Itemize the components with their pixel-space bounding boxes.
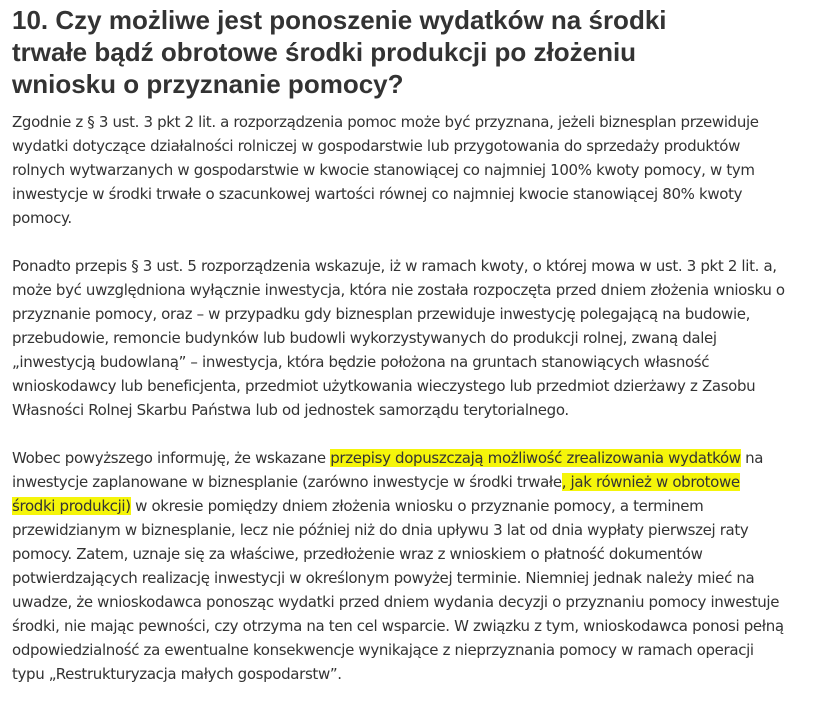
paragraph-3-text-start: Wobec powyższego informuję, że wskazane [12,449,331,467]
faq-article [12,4,812,710]
question-heading: 10. Czy możliwe jest ponoszenie wydatków na środki trwałe bądź obrotowe środki produkcji po złożeniu wniosku o przyznanie pomocy? [12,5,667,99]
answer-paragraph-2: Ponadto przepis § 3 ust. 5 rozporządzenia wskazuje, iż w ramach kwoty, o której mowa w ust. 3 pkt 2 lit. a, może być uwzględniona wyłącznie inwestycja, która nie została rozpoczęta przed dniem złożenia wniosku o przyznanie pomocy, oraz – w przypadku gdy biznesplan przewiduje inwestycję polegającą na budowie, przebudowie, remoncie budynków lub budowli wykorzystywanych do produkcji rolnej, zwaną dalej „inwestycją budowlaną” – inwestycja, która będzie położona na gruntach stanowiących własność wnioskodawcy lub beneficjenta, przedmiot użytkowania wieczystego lub przedmiot dzierżawy z Zasobu Własności Rolnej Skarbu Państwa lub od jednostek samorządu terytorialnego. [12,257,785,419]
answer-paragraph-1: Zgodnie z § 3 ust. 3 pkt 2 lit. a rozporządzenia pomoc może być przyznana, jeżeli biznesplan przewiduje wydatki dotyczące działalności rolniczej w gospodarstwie lub przygotowania do sprzedaży produktów rolnych wytwarzanych w gospodarstwie w kwocie stanowiącej co najmniej 100% kwoty pomocy, w tym inwestycje w środki trwałe o szacunkowej wartości równej co najmniej kwocie stanowiącej 80% kwoty pomocy. [12,113,759,227]
answer-paragraph-3 [12,446,787,686]
highlighted-text-2: , jak również w obrotowe środki produkcji) [12,473,740,515]
highlighted-text-1: przepisy dopuszczają możliwość zrealizowania wydatków [330,449,741,467]
paragraph-3-text-end: w okresie pomiędzy dniem złożenia wniosku o przyznanie pomocy, a terminem przewidzianym w biznesplanie, lecz nie później niż do dnia upływu 3 lat od dnia wypłaty pierwszej raty pomocy. Zatem, uznaje się za właściwe, przedłożenie wraz z wnioskiem o płatność dokumentów potwierdzających realizację inwestycji w określonym powyżej terminie. Niemniej jednak należy mieć na uwadze, że wnioskodawca ponosząc wydatki przed dniem wydania decyzji o przyznaniu pomocy inwestuje środki, nie mając pewności, czy otrzyma na ten cel wsparcie. W związku z tym, wnioskodawca ponosi pełną odpowiedzialność za ewentualne konsekwencje wynikające z nieprzyznania pomocy w ramach operacji typu „Restrukturyzacja małych gospodarstw”. [12,497,784,683]
paragraph-3-text-middle: na inwestycje zaplanowane w biznesplanie (zarówno inwestycje w środki trwałe [12,449,764,491]
